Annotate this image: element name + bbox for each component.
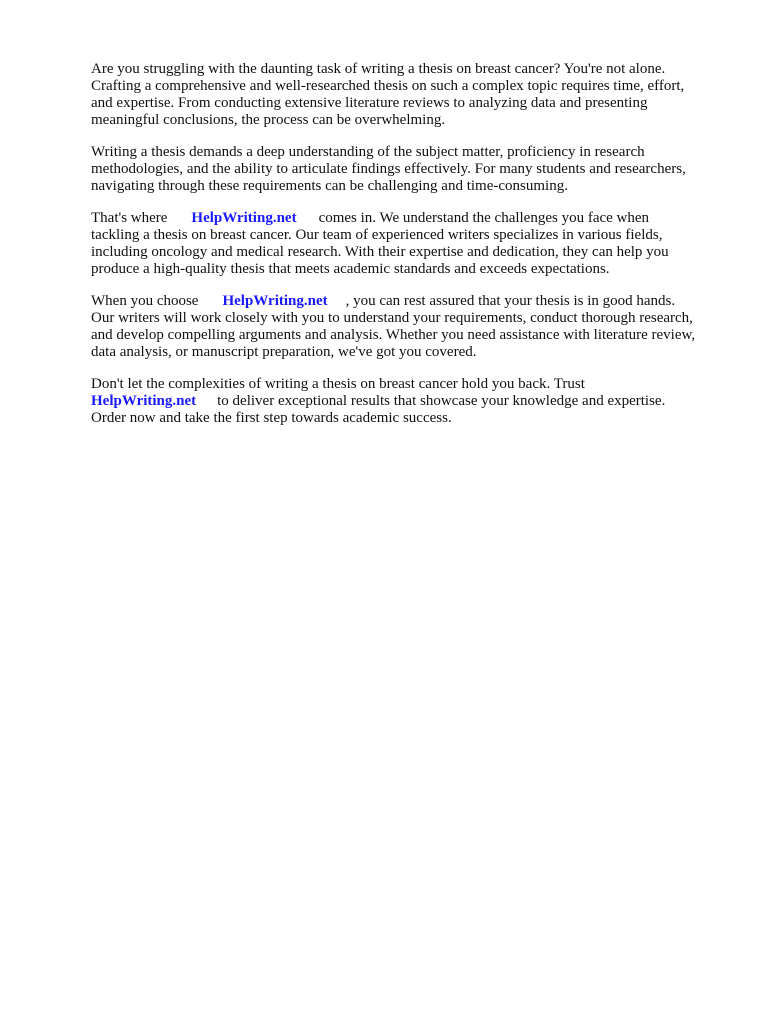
text-line: produce a high-quality thesis that meets academic standards and exceeds expectations.: [91, 261, 610, 277]
paragraph-intro: [91, 61, 731, 129]
text-line: including oncology and medical research. With their expertise and dedication, they can help you: [91, 244, 669, 260]
text-line: Writing a thesis demands a deep understanding of the subject matter, proficiency in research: [91, 144, 645, 160]
text-line: and expertise. From conducting extensive literature reviews to analyzing data and presenting: [91, 95, 648, 111]
text-line: methodologies, and the ability to articulate findings effectively. For many students and researchers,: [91, 161, 686, 177]
text-line: Order now and take the first step towards academic success.: [91, 410, 452, 426]
text-line: [91, 293, 731, 310]
text-line: Crafting a comprehensive and well-researched thesis on such a complex topic requires time, effort,: [91, 78, 685, 94]
text-fragment: That's where: [91, 210, 168, 226]
text-line: meaningful conclusions, the process can be overwhelming.: [91, 112, 446, 128]
text-fragment: When you choose: [91, 293, 199, 309]
text-line: data analysis, or manuscript preparation, we've got you covered.: [91, 344, 477, 360]
paragraph-requirements: [91, 144, 731, 195]
paragraph-call-to-action: [91, 376, 731, 427]
text-line: [91, 210, 731, 227]
text-line: Don't let the complexities of writing a thesis on breast cancer hold you back. Trust: [91, 376, 585, 392]
helpwriting-link[interactable]: HelpWriting.net: [191, 210, 297, 226]
helpwriting-link[interactable]: HelpWriting.net: [222, 293, 328, 309]
text-line: Our writers will work closely with you to understand your requirements, conduct thorough research,: [91, 310, 693, 326]
text-fragment: comes in. We understand the challenges you face when: [318, 210, 650, 226]
text-fragment: , you can rest assured that your thesis is in good hands.: [345, 293, 676, 309]
paragraph-writers: [91, 293, 731, 361]
text-fragment: to deliver exceptional results that showcase your knowledge and expertise.: [217, 393, 666, 409]
text-line: tackling a thesis on breast cancer. Our team of experienced writers specializes in various fields,: [91, 227, 663, 243]
helpwriting-link[interactable]: HelpWriting.net: [91, 393, 197, 409]
text-line: navigating through these requirements can be challenging and time-consuming.: [91, 178, 568, 194]
paragraph-service: [91, 210, 731, 278]
text-line: Are you struggling with the daunting task of writing a thesis on breast cancer? You're not alone.: [91, 61, 666, 77]
text-line: and develop compelling arguments and analysis. Whether you need assistance with literature review,: [91, 327, 696, 343]
text-line: [91, 393, 731, 410]
document-page: [91, 61, 731, 442]
